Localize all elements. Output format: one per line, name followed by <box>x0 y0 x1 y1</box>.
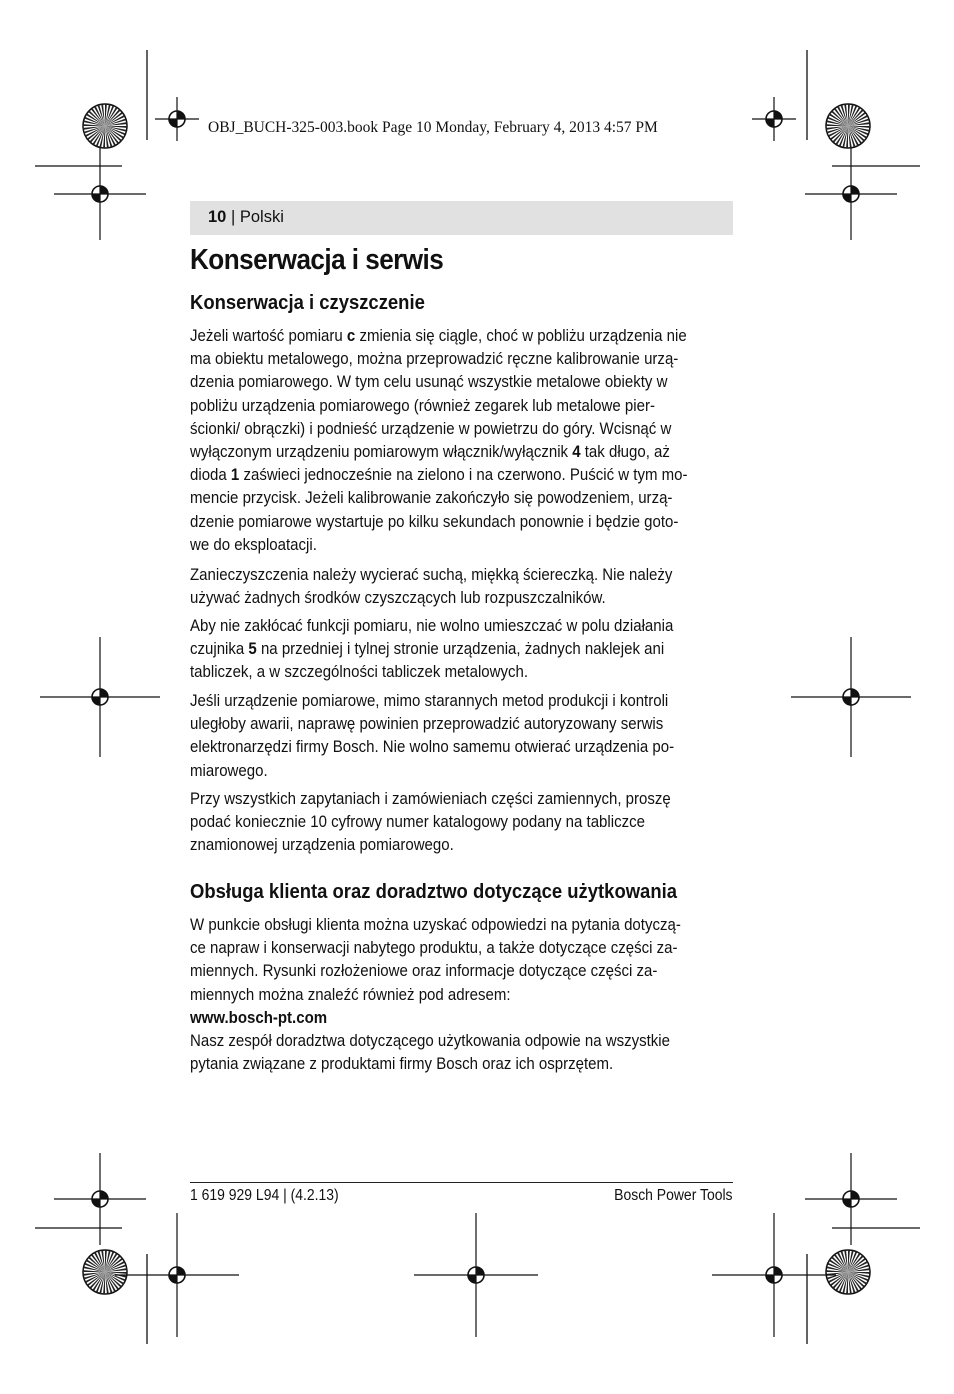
text-line: ścionki/ obrączki) i podnieść urządzenie w powietrzu do góry. Wcisnąć w <box>190 418 672 438</box>
paragraph <box>190 614 733 684</box>
starburst-target <box>83 104 127 148</box>
text-line: ma obiektu metalowego, można przeprowadzić ręczne kalibrowanie urzą- <box>190 349 679 369</box>
text-line: elektronarzędzi firmy Bosch. Nie wolno samemu otwierać urządzenia po- <box>190 737 675 757</box>
header-language: Polski <box>239 208 284 226</box>
text-line: dzenia pomiarowego. W tym celu usunąć wszystkie metalowe obiekty w <box>190 372 668 392</box>
text-line: Przy wszystkich zapytaniach i zamówieniach części zamiennych, proszę <box>190 789 671 808</box>
text-line: pytania związane z produktami firmy Bosch oraz ich osprzętem. <box>190 1054 614 1074</box>
crosshair-mark <box>752 97 796 141</box>
text-line: Jeśli urządzenie pomiarowe, mimo starannych metod produkcji i kontroli <box>190 691 669 710</box>
crosshair-mark <box>54 1153 146 1245</box>
bold-text: 1 <box>230 465 240 485</box>
page-title: Konserwacja i serwis <box>190 244 444 276</box>
text-line: Jeżeli wartość pomiaru c zmienia się ciągle, choć w pobliżu urządzenia nie <box>190 326 687 345</box>
crosshair-mark <box>805 1153 897 1245</box>
crosshair-mark <box>40 637 160 757</box>
text-line: W punkcie obsługi klienta można uzyskać odpowiedzi na pytania dotyczą- <box>190 915 681 934</box>
paragraph <box>190 563 733 609</box>
bold-text: c <box>346 326 356 345</box>
crosshair-mark <box>791 637 911 757</box>
paragraph <box>190 324 733 556</box>
text-line: miarowego. <box>190 760 268 780</box>
crosshair-mark <box>115 1213 239 1337</box>
text-line: mencie przycisk. Jeżeli kalibrowanie zakończyło się powodzeniem, urzą- <box>190 488 673 508</box>
text-line: Zanieczyszczenia należy wycierać suchą, miękką ściereczką. Nie należy <box>190 565 673 584</box>
text-line: znamionowej urządzenia pomiarowego. <box>190 835 454 855</box>
crosshair-mark <box>712 1213 836 1337</box>
crosshair-mark <box>155 97 199 141</box>
footer-rule <box>190 1182 733 1183</box>
text-line: we do eksploatacji. <box>190 534 317 554</box>
bold-text: 4 <box>572 442 581 462</box>
text-line: wyłączonym urządzeniu pomiarowym włącznik/wyłącznik 4 tak długo, aż <box>190 442 670 462</box>
crosshair-mark <box>414 1213 538 1337</box>
text-line: miennych można znaleźć również pod adresem: <box>190 984 511 1004</box>
text-line: pobliżu urządzenia pomiarowego (również zegarek lub metalowe pier- <box>190 395 655 415</box>
page-header-text <box>208 208 284 227</box>
text-line: uległoby awarii, naprawę powinien przeprowadzić autoryzowany serwis <box>190 714 664 734</box>
bold-text: 5 <box>248 639 257 659</box>
page-number: 10 <box>208 208 227 226</box>
crosshair-mark <box>54 148 146 240</box>
text-line: czujnika 5 na przedniej i tylnej stronie urządzenia, żadnych naklejek ani <box>190 639 665 659</box>
text-line: podać koniecznie 10 cyfrowy numer katalogowy podany na tabliczce <box>190 812 645 832</box>
text-line: tabliczek, a w szczególności tabliczek metalowych. <box>190 662 529 682</box>
bold-text: www.bosch-pt.com <box>190 1007 328 1027</box>
paragraph <box>190 689 733 782</box>
text-line: Nasz zespół doradztwa dotyczącego użytkowania odpowie na wszystkie <box>190 1031 670 1051</box>
paragraph <box>190 913 733 1075</box>
footer-catalog-number: 1 619 929 L94 | (4.2.13) <box>190 1187 339 1204</box>
header-separator: | <box>230 208 236 226</box>
text-line: dioda 1 zaświeci jednocześnie na zielono i na czerwono. Puścić w tym mo- <box>190 465 688 485</box>
section-heading-maintenance: Konserwacja i czyszczenie <box>190 291 425 314</box>
crosshair-mark <box>805 148 897 240</box>
text-line: używać żadnych środków czyszczących lub rozpuszczalników. <box>190 588 606 608</box>
paragraph <box>190 787 733 857</box>
starburst-target <box>826 1250 870 1294</box>
starburst-target <box>83 1250 127 1294</box>
print-info-line: OBJ_BUCH-325-003.book Page 10 Monday, February 4, 2013 4:57 PM <box>208 119 658 136</box>
text-line: dzenie pomiarowe wystartuje po kilku sekundach ponownie i będzie goto- <box>190 511 679 531</box>
section-heading-customer-service: Obsługa klienta oraz doradztwo dotyczące użytkowania <box>190 880 677 903</box>
text-line: Aby nie zakłócać funkcji pomiaru, nie wolno umieszczać w polu działania <box>190 616 674 635</box>
footer-brand: Bosch Power Tools <box>614 1187 733 1204</box>
text-line: miennych. Rysunki rozłożeniowe oraz informacje dotyczące części za- <box>190 961 658 981</box>
page-header <box>190 201 733 235</box>
text-line <box>190 1006 733 1029</box>
starburst-target <box>826 104 870 148</box>
text-line: ce napraw i konserwacji nabytego produktu, a także dotyczące części za- <box>190 938 678 958</box>
